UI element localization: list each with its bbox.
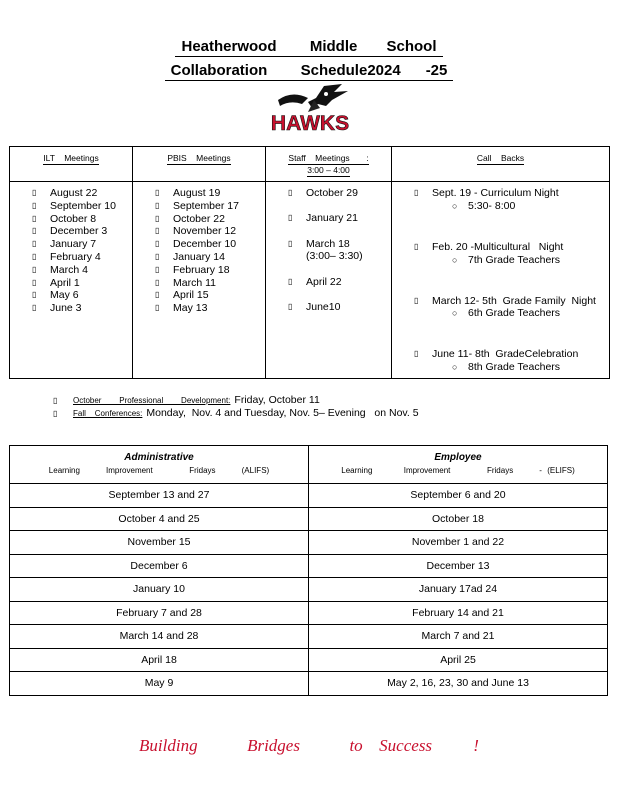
schedule-title: Collaboration Schedule2024 -25	[0, 62, 618, 79]
admin-date: May 9	[10, 672, 309, 696]
admin-date: December 6	[10, 554, 309, 578]
meetings-table	[9, 146, 610, 379]
employee-date: December 13	[309, 554, 608, 578]
employee-date: May 2, 16, 23, 30 and June 13	[309, 672, 608, 696]
admin-header: Administrative Learning Improvement Fridays (ALIFS)	[10, 446, 309, 484]
pd-day: ▯ October Professional Development: Friday, October 11	[53, 394, 419, 407]
callback-detail: ○ 7th Grade Teachers	[392, 254, 609, 267]
employee-header: Employee Learning Improvement Fridays - (ELIFS)	[309, 446, 608, 484]
callback-event: ▯ June 11- 8th GradeCelebration	[392, 348, 609, 361]
staff-date: ▯ October 29	[266, 187, 391, 200]
callback-detail: ○ 8th Grade Teachers	[392, 361, 609, 374]
ilt-dates	[10, 182, 133, 379]
callbacks-header: Call Backs	[392, 147, 610, 182]
callback-event: ▯ Feb. 20 -Multicultural Night	[392, 241, 609, 254]
staff-date: ▯ March 18 (3:00– 3:30)	[266, 238, 391, 264]
employee-date: April 25	[309, 648, 608, 672]
fall-conferences: ▯ Fall Conferences: Monday, Nov. 4 and Tuesday, Nov. 5– Evening on Nov. 5	[53, 407, 419, 420]
pbis-header: PBIS Meetings	[133, 147, 266, 182]
school-name: Heatherwood Middle School	[0, 38, 618, 55]
employee-date: March 7 and 21	[309, 625, 608, 649]
pbis-date: ▯ November 12	[133, 225, 265, 238]
ilt-date: ▯ August 22	[10, 187, 132, 200]
pbis-date: ▯ January 14	[133, 251, 265, 264]
callback-event: ▯ March 12- 5th Grade Family Night	[392, 295, 609, 308]
pbis-dates	[133, 182, 266, 379]
employee-date: February 14 and 21	[309, 601, 608, 625]
admin-date: November 15	[10, 531, 309, 555]
lif-table	[9, 445, 608, 696]
admin-date: March 14 and 28	[10, 625, 309, 649]
pbis-date: ▯ August 19	[133, 187, 265, 200]
ilt-date: ▯ April 1	[10, 277, 132, 290]
ilt-date: ▯ December 3	[10, 225, 132, 238]
staff-date: ▯ January 21	[266, 212, 391, 225]
ilt-date: ▯ October 8	[10, 213, 132, 226]
admin-date: February 7 and 28	[10, 601, 309, 625]
ilt-date: ▯ February 4	[10, 251, 132, 264]
admin-date: October 4 and 25	[10, 507, 309, 531]
admin-date: January 10	[10, 578, 309, 602]
callback-event: ▯ Sept. 19 - Curriculum Night	[392, 187, 609, 200]
staff-dates	[266, 182, 392, 379]
pbis-date: ▯ May 13	[133, 302, 265, 315]
ilt-date: ▯ May 6	[10, 289, 132, 302]
pd-notes	[53, 394, 419, 420]
callback-detail: ○ 5:30- 8:00	[392, 200, 609, 213]
callbacks-list	[392, 182, 610, 379]
staff-date-time: (3:00– 3:30)	[306, 250, 363, 263]
callback-detail: ○ 6th Grade Teachers	[392, 307, 609, 320]
employee-date: September 6 and 20	[309, 484, 608, 508]
ilt-date: ▯ September 10	[10, 200, 132, 213]
ilt-date: ▯ March 4	[10, 264, 132, 277]
employee-date: October 18	[309, 507, 608, 531]
hawks-logo	[268, 82, 352, 134]
admin-date: April 18	[10, 648, 309, 672]
pbis-date: ▯ December 10	[133, 238, 265, 251]
ilt-date: ▯ June 3	[10, 302, 132, 315]
employee-date: January 17ad 24	[309, 578, 608, 602]
employee-date: November 1 and 22	[309, 531, 608, 555]
ilt-header: ILT Meetings	[10, 147, 133, 182]
motto: Building Bridges to Success !	[139, 736, 479, 755]
pbis-date: ▯ April 15	[133, 289, 265, 302]
staff-header: Staff Meetings : 3:00 – 4:00	[266, 147, 392, 182]
pbis-date: ▯ March 11	[133, 277, 265, 290]
logo-wordmark: HAWKS	[270, 112, 350, 134]
pbis-date: ▯ October 22	[133, 213, 265, 226]
staff-date: ▯ June10	[266, 301, 391, 314]
staff-date: ▯ April 22	[266, 276, 391, 289]
pbis-date: ▯ September 17	[133, 200, 265, 213]
ilt-date: ▯ January 7	[10, 238, 132, 251]
admin-date: September 13 and 27	[10, 484, 309, 508]
pbis-date: ▯ February 18	[133, 264, 265, 277]
